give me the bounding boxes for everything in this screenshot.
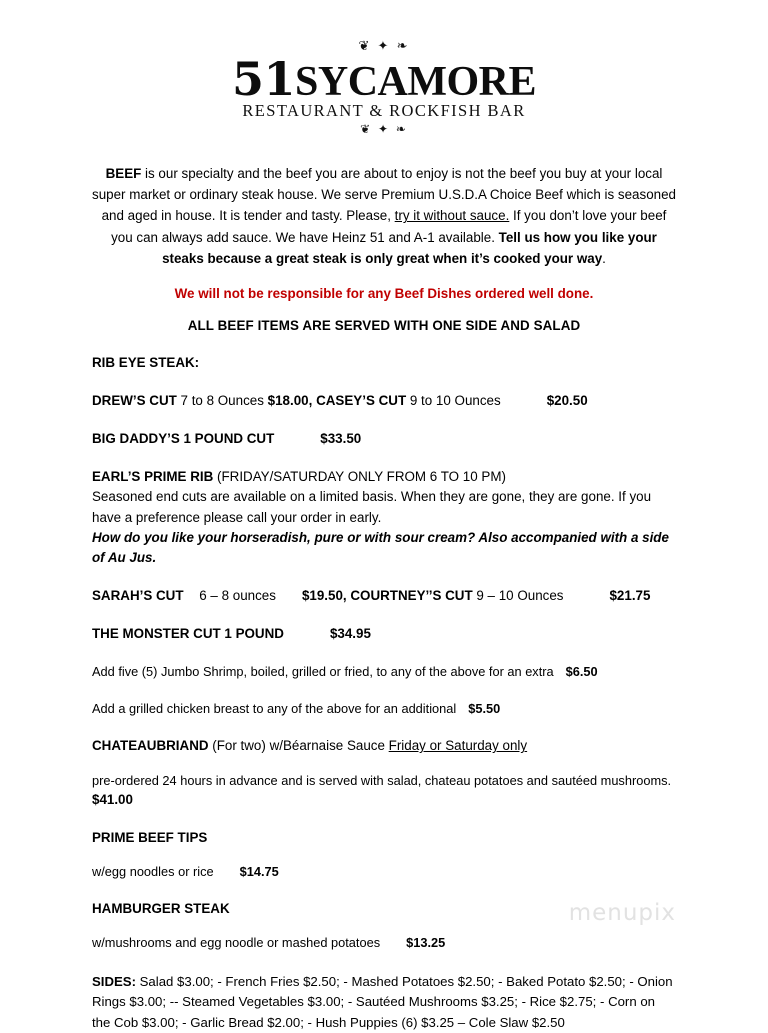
addon-chicken — [92, 699, 676, 718]
logo-name: SYCAMORE — [295, 59, 537, 105]
intro-underlined: try it without sauce. — [394, 208, 510, 224]
drews-cut-name: DREW’S CUT — [92, 393, 177, 409]
intro-period: . — [602, 250, 606, 266]
caseys-cut-size: 9 to 10 Ounces — [409, 393, 501, 409]
menu-item-chateaubriand — [92, 736, 676, 756]
logo-wordmark — [92, 52, 676, 106]
big-daddy-price: $33.50 — [320, 431, 362, 447]
prime-rib-name: EARL’S PRIME RIB — [92, 469, 214, 485]
chateaubriand-description: pre-ordered 24 hours in advance and is served with salad, chateau potatoes and sautéed mushrooms. — [92, 772, 672, 788]
sides-text: Salad $3.00; - French Fries $2.50; - Mashed Potatoes $2.50; - Baked Potato $2.50; - Onion Rings $3.00; -- Steamed Vegetables $3.00; - Sautéed Mushrooms $3.25; - Rice $2.75; - Corn on the Cob $3.00; - Garlic Bread $2.00; - Hush Puppies (6) $3.25 – Cole Slaw $2.50 — [92, 974, 673, 1030]
logo-subtitle: RESTAURANT & ROCKFISH BAR — [242, 101, 526, 121]
menu-item-big-daddy — [92, 429, 676, 449]
sides-label: SIDES: — [92, 974, 136, 990]
big-daddy-name: BIG DADDY’S 1 POUND CUT — [92, 431, 275, 447]
sarahs-cut-size: 6 – 8 ounces — [199, 587, 276, 603]
restaurant-logo — [92, 0, 676, 141]
prime-beef-tips-line — [92, 862, 676, 881]
courtneys-cut-name: COURTNEY’’S CUT — [350, 587, 473, 603]
section-heading-ribeye: RIB EYE STEAK: — [92, 354, 200, 370]
intro-part2: If you don’t love your beef you can always add sauce. We have Heinz 51 and A-1 available. — [111, 208, 667, 245]
menu-item-prime-rib — [92, 467, 676, 487]
sides-section — [92, 972, 676, 1032]
menu-item-prime-beef-tips: PRIME BEEF TIPS — [92, 829, 208, 845]
ornament-bottom-icon: ❦ ✦ ❧ — [360, 122, 408, 137]
addon-shrimp-price: $6.50 — [565, 664, 598, 680]
addon-chicken-price: $5.50 — [468, 701, 501, 717]
courtneys-cut-price: $21.75 — [609, 587, 651, 603]
logo-number: 51 — [231, 52, 295, 106]
well-done-warning: We will not be responsible for any Beef Dishes ordered well done. — [174, 285, 594, 301]
prime-rib-description: Seasoned end cuts are available on a limited basis. When they are gone, they are gone. If you have a preference please call your order in early. — [92, 489, 652, 525]
served-with-note: ALL BEEF ITEMS ARE SERVED WITH ONE SIDE AND SALAD — [187, 317, 581, 333]
chateaubriand-name: CHATEAUBRIAND — [92, 738, 209, 754]
courtneys-cut-size: 9 – 10 Ounces — [476, 587, 564, 603]
chateaubriand-days: Friday or Saturday only — [388, 738, 528, 754]
menu-item-sarahs-cut — [92, 586, 676, 606]
drews-cut-price: $18.00 — [267, 393, 309, 409]
prime-rib-note: How do you like your horseradish, pure or with sour cream? Also accompanied with a side of Au Jus. — [92, 529, 669, 565]
menu-item-monster-cut — [92, 624, 676, 644]
drews-cut-size: 7 to 8 Ounces — [180, 393, 264, 409]
ornament-top-icon: ❦ ✦ ❧ — [358, 39, 410, 54]
sarahs-cut-name: SARAH’S CUT — [92, 587, 184, 603]
drews-cut-separator: , — [308, 393, 313, 409]
intro-bold-tail: Tell us how you like your steaks because a great steak is only great when it’s cooked your way — [162, 229, 657, 266]
sarahs-cut-separator: , — [342, 587, 347, 603]
prime-beef-tips-desc: w/egg noodles or rice — [92, 863, 214, 879]
intro-lead: BEEF — [105, 166, 142, 182]
monster-cut-name: THE MONSTER CUT 1 POUND — [92, 625, 284, 641]
menu-item-drews-cut — [92, 391, 676, 411]
menu-item-hamburger-steak: HAMBURGER STEAK — [92, 901, 230, 917]
monster-cut-price: $34.95 — [329, 625, 371, 641]
hamburger-steak-desc: w/mushrooms and egg noodle or mashed potatoes — [92, 935, 381, 951]
prime-rib-hours: (FRIDAY/SATURDAY ONLY FROM 6 TO 10 PM) — [217, 469, 506, 485]
menu-section — [92, 353, 676, 1033]
caseys-cut-name: CASEY’S CUT — [316, 393, 407, 409]
addon-shrimp-text: Add five (5) Jumbo Shrimp, boiled, grilled or fried, to any of the above for an extra — [92, 664, 554, 680]
hamburger-steak-price: $13.25 — [406, 935, 446, 951]
chateaubriand-detail: (For two) w/Béarnaise Sauce — [212, 738, 389, 754]
caseys-cut-price: $20.50 — [546, 393, 588, 409]
hamburger-steak-line — [92, 933, 676, 952]
addon-shrimp — [92, 662, 676, 681]
prime-beef-tips-price: $14.75 — [239, 863, 279, 879]
watermark: menupix — [568, 900, 676, 926]
sarahs-cut-price: $19.50 — [301, 587, 343, 603]
intro-paragraph — [92, 163, 676, 269]
addon-chicken-text: Add a grilled chicken breast to any of the above for an additional — [92, 701, 457, 717]
intro-part1: is our specialty and the beef you are about to enjoy is not the beef you buy at your local super market or ordinary steak house. We serve Premium U.S.D.A Choice Beef which is seasoned and aged in house. It is tender and tasty. Please, — [92, 166, 676, 224]
chateaubriand-price: $41.00 — [92, 791, 133, 807]
